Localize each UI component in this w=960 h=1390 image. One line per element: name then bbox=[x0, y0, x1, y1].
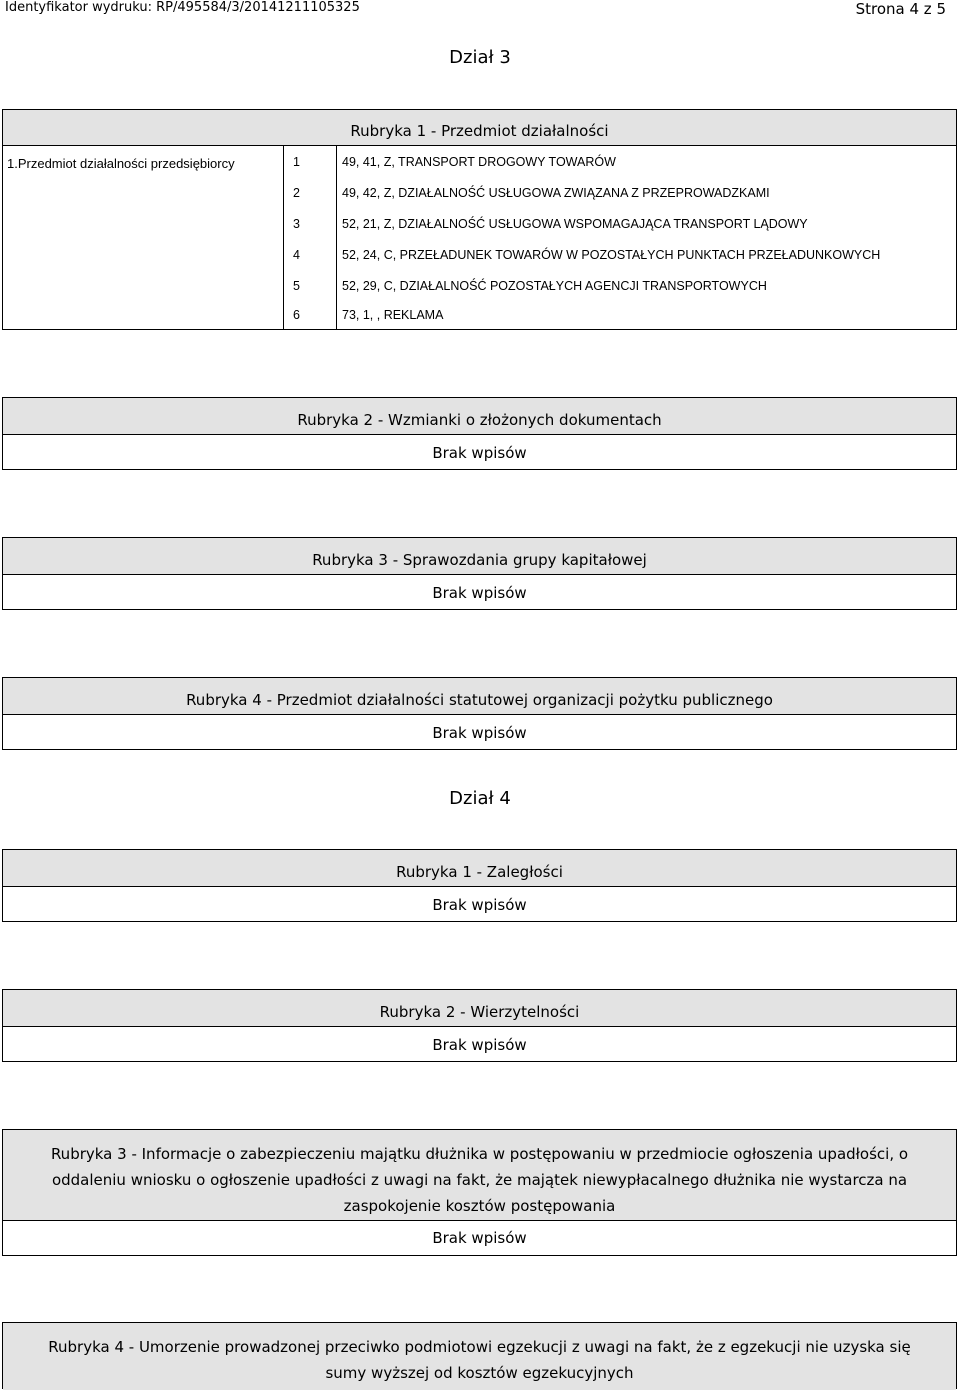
empty-entries-text: Brak wpisów bbox=[432, 1229, 527, 1247]
page-number: Strona 4 z 5 bbox=[855, 0, 946, 18]
table-row bbox=[284, 299, 956, 330]
table-row bbox=[284, 177, 956, 208]
row-number: 1 bbox=[284, 146, 337, 177]
header-line: sumy wyższej od kosztów egzekucyjnych bbox=[325, 1364, 634, 1382]
zaleglosci-box bbox=[2, 849, 957, 922]
umorzenie-egzekucji-box bbox=[2, 1322, 957, 1389]
table-row bbox=[284, 146, 956, 177]
table-row bbox=[284, 270, 956, 301]
row-number: 3 bbox=[284, 208, 337, 239]
zaleglosci-header: Rubryka 1 - Zaległości bbox=[3, 850, 956, 887]
table-row bbox=[284, 239, 956, 270]
rubryka-3-header: Rubryka 3 - Sprawozdania grupy kapitałowej bbox=[3, 538, 956, 575]
row-value: 52, 29, C, DZIAŁALNOŚĆ POZOSTAŁYCH AGENCJI TRANSPORTOWYCH bbox=[342, 279, 767, 293]
row-number: 6 bbox=[284, 299, 337, 330]
zabezpieczenie-majatku-box bbox=[2, 1129, 957, 1256]
header-line: Rubryka 3 - Informacje o zabezpieczeniu majątku dłużnika w postępowaniu w przedmiocie ogłoszenia upadłości, o bbox=[50, 1145, 909, 1163]
wierzytelnosci-box bbox=[2, 989, 957, 1062]
row-number: 2 bbox=[284, 177, 337, 208]
header-line: oddaleniu wniosku o ogłoszenie upadłości z uwagi na fakt, że majątek niewypłacalnego dłużnika nie wystarcza na bbox=[51, 1171, 908, 1189]
rubryka-3-box bbox=[2, 537, 957, 610]
row-value: 49, 41, Z, TRANSPORT DROGOWY TOWARÓW bbox=[342, 155, 616, 169]
przedmiot-label: 1.Przedmiot działalności przedsiębiorcy bbox=[7, 156, 235, 171]
row-number: 4 bbox=[284, 239, 337, 270]
empty-entries-text: Brak wpisów bbox=[432, 724, 527, 742]
row-value: 52, 24, C, PRZEŁADUNEK TOWARÓW W POZOSTAŁYCH PUNKTACH PRZEŁADUNKOWYCH bbox=[342, 248, 881, 262]
row-value: 73, 1, , REKLAMA bbox=[342, 308, 444, 322]
print-identifier: Identyfikator wydruku: RP/495584/3/20141211105325 bbox=[5, 0, 360, 15]
zabezpieczenie-majatku-header bbox=[3, 1130, 956, 1221]
table-label-cell bbox=[3, 146, 284, 330]
rubryka-2-box bbox=[2, 397, 957, 470]
rubryka-2-header: Rubryka 2 - Wzmianki o złożonych dokumentach bbox=[3, 398, 956, 435]
header-line: zaspokojenie kosztów postępowania bbox=[343, 1197, 616, 1215]
empty-entries-text: Brak wpisów bbox=[432, 1036, 527, 1054]
empty-entries-text: Brak wpisów bbox=[432, 584, 527, 602]
row-value: 49, 42, Z, DZIAŁALNOŚĆ USŁUGOWA ZWIĄZANA Z PRZEPROWADZKAMI bbox=[342, 186, 770, 200]
rubryka-4-header: Rubryka 4 - Przedmiot działalności statutowej organizacji pożytku publicznego bbox=[3, 678, 956, 715]
wierzytelnosci-header: Rubryka 2 - Wierzytelności bbox=[3, 990, 956, 1027]
rubryka-1-header: Rubryka 1 - Przedmiot działalności bbox=[3, 110, 956, 146]
rubryka-1-przedmiot-table bbox=[2, 109, 957, 330]
row-value: 52, 21, Z, DZIAŁALNOŚĆ USŁUGOWA WSPOMAGAJĄCA TRANSPORT LĄDOWY bbox=[342, 217, 808, 231]
empty-entries-text: Brak wpisów bbox=[432, 896, 527, 914]
rubryka-4-box bbox=[2, 677, 957, 750]
row-number: 5 bbox=[284, 270, 337, 301]
table-row bbox=[284, 208, 956, 239]
section-title-dzial-4: Dział 4 bbox=[449, 788, 511, 809]
empty-entries-text: Brak wpisów bbox=[432, 444, 527, 462]
umorzenie-egzekucji-header bbox=[3, 1323, 956, 1390]
header-line: Rubryka 4 - Umorzenie prowadzonej przeciwko podmiotowi egzekucji z uwagi na fakt, że z egzekucji nie uzyska się bbox=[48, 1338, 911, 1356]
section-title-dzial-3: Dział 3 bbox=[449, 47, 511, 68]
